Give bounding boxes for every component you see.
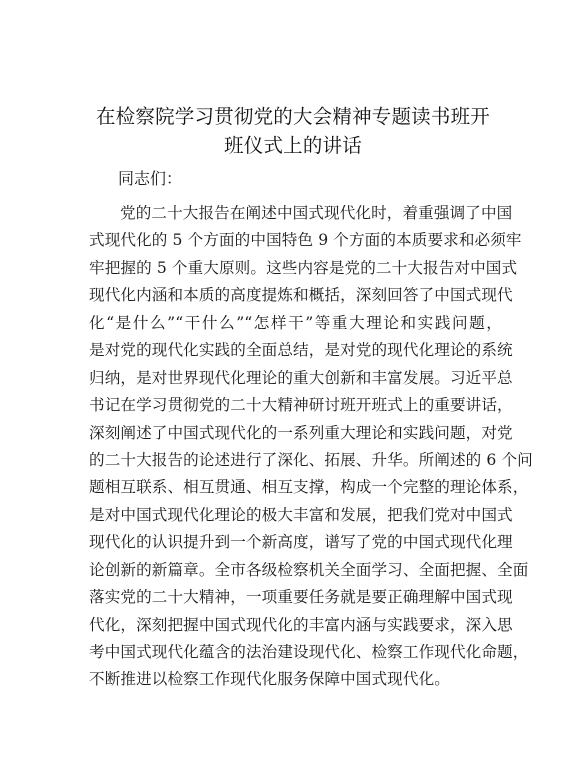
paragraph-line: 党的二十大报告在阐述中国式现代化时，着重强调了中国 (120, 204, 513, 222)
paragraph-line: 是对中国式现代化理论的极大丰富和发展，把我们党对中国式 (89, 505, 513, 524)
paragraph-line: 归纳，是对世界现代化理论的重大创新和丰富发展。习近平总 (89, 368, 513, 387)
paragraph-line: 现代化的认识提升到一个新高度，谱写了党的中国式现代化理 (89, 533, 513, 552)
document-title (70, 102, 516, 160)
paragraph-line: 式现代化的 5 个方面的中国特色 9 个方面的本质要求和必须牢 (89, 231, 522, 250)
salutation: 同志们： (118, 169, 183, 188)
body-paragraph (89, 200, 533, 694)
paragraph-line: 题相互联系、相互贯通、相互支撑，构成一个完整的理论体系， (89, 478, 529, 497)
paragraph-line: 书记在学习贯彻党的二十大精神研讨班开班式上的重要讲话， (89, 396, 513, 415)
paragraph-line: 是对党的现代化实践的全面总结，是对党的现代化理论的系统 (89, 341, 513, 360)
paragraph-line: 化“是什么”“干什么”“怎样干”等重大理论和实践问题， (89, 313, 502, 332)
paragraph-line: 不断推进以检察工作现代化服务保障中国式现代化。 (89, 670, 450, 689)
paragraph-line: 落实党的二十大精神，一项重要任务就是要正确理解中国式现 (89, 588, 513, 607)
paragraph-line: 考中国式现代化蕴含的法治建设现代化、检察工作现代化命题， (89, 643, 529, 661)
paragraph-line: 现代化内涵和本质的高度提炼和概括，深刻回答了中国式现代 (89, 286, 513, 305)
paragraph-line: 牢把握的 5 个重大原则。这些内容是党的二十大报告对中国式 (89, 258, 518, 277)
paragraph-line: 论创新的新篇章。全市各级检察机关全面学习、全面把握、全面 (89, 560, 529, 579)
paragraph-line: 深刻阐述了中国式现代化的一系列重大理论和实践问题，对党 (89, 423, 513, 442)
title-line: 在检察院学习贯彻党的大会精神专题读书班开 (95, 105, 490, 128)
paragraph-line: 的二十大报告的论述进行了深化、拓展、升华。所阐述的 6 个问 (89, 450, 533, 469)
paragraph-line: 代化，深刻把握中国式现代化的丰富内涵与实践要求，深入思 (89, 615, 513, 634)
title-line: 班仪式上的讲话 (224, 134, 362, 157)
